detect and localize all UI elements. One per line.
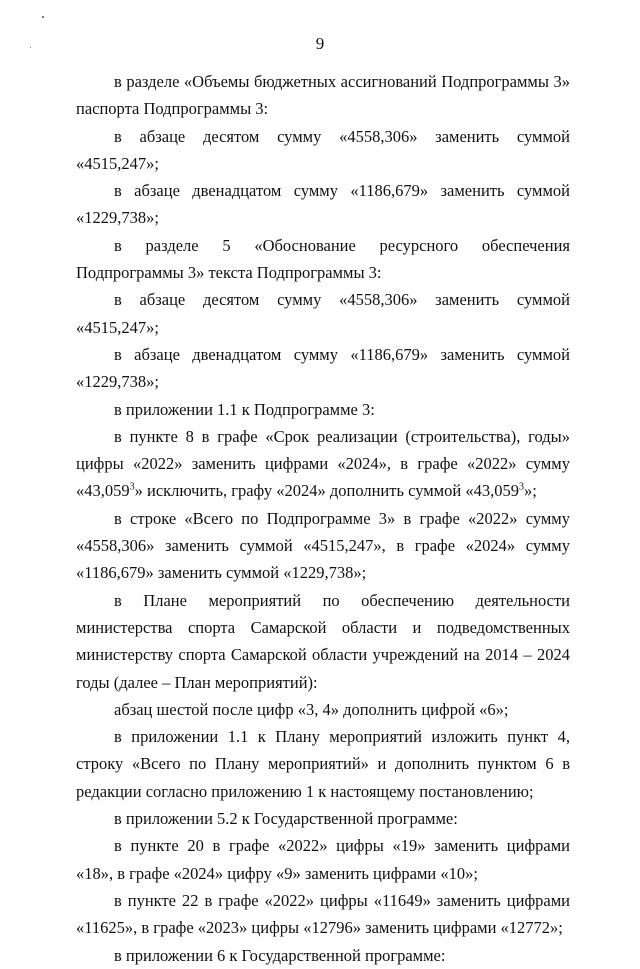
- paragraph: в разделе «Объемы бюджетных ассигнований Подпрограммы 3» паспорта Подпрограммы 3:: [76, 72, 570, 119]
- paragraph: в приложении 1.1 к Плану мероприятий изложить пункт 4, строку «Всего по Плану мероприятий» и дополнить пунктом 6 в редакции согласно приложению 1 к настоящему постановлению;: [76, 727, 570, 801]
- paragraph: в Плане мероприятий по обеспечению деятельности министерства спорта Самарской области и подведомственных министерству спорта Самарской области учреждений на 2014 – 2024 годы (далее – План мероприятий):: [76, 590, 570, 692]
- paragraph-text: » исключить, графу «2024» дополнить суммой «43,059: [134, 481, 519, 501]
- paragraph: [76, 423, 570, 505]
- paragraph-text: »;: [523, 481, 537, 501]
- paragraph: в абзаце десятом сумму «4558,306» заменить суммой «4515,247»;: [76, 126, 570, 173]
- paragraph: в строке «Всего по Подпрограмме 3» в графе «2022» сумму «4558,306» заменить суммой «4515,247», в графе «2024» сумму «1186,679» заменить суммой «1229,738»;: [76, 508, 570, 583]
- paragraph: в приложении 5.2 к Государственной программе:: [114, 809, 458, 829]
- page-number: 9: [315, 34, 325, 53]
- paragraph: в приложении 6 к Государственной программе:: [114, 945, 446, 965]
- paragraph: в абзаце двенадцатом сумму «1186,679» заменить суммой «1229,738»;: [76, 181, 570, 228]
- superscript: 3: [518, 481, 524, 493]
- scan-speck: [42, 16, 44, 18]
- paragraph-text: в пункте 8 в графе «Срок реализации (строительства), годы» цифры «2022» заменить цифрами «2024», в графе «2022» сумму «43,059: [76, 426, 570, 501]
- paragraph: в абзаце двенадцатом сумму «1186,679» заменить суммой «1229,738»;: [76, 344, 570, 392]
- superscript: 3: [129, 481, 135, 493]
- paragraph: абзац шестой после цифр «3, 4» дополнить цифрой «6»;: [114, 699, 509, 719]
- paragraph: в приложении 1.1 к Подпрограмме 3:: [114, 399, 375, 419]
- document-body: [76, 68, 570, 969]
- paragraph: в пункте 22 в графе «2022» цифры «11649» заменить цифрами «11625», в графе «2023» цифры «12796» заменить цифрами «12772»;: [76, 890, 570, 938]
- paragraph: в разделе 5 «Обоснование ресурсного обеспечения Подпрограммы 3» текста Подпрограммы 3:: [76, 235, 570, 283]
- paragraph: в абзаце десятом сумму «4558,306» заменить суммой «4515,247»;: [76, 290, 570, 337]
- paragraph: в пункте 20 в графе «2022» цифры «19» заменить цифрами «18», в графе «2024» цифру «9» заменить цифрами «10»;: [76, 836, 570, 883]
